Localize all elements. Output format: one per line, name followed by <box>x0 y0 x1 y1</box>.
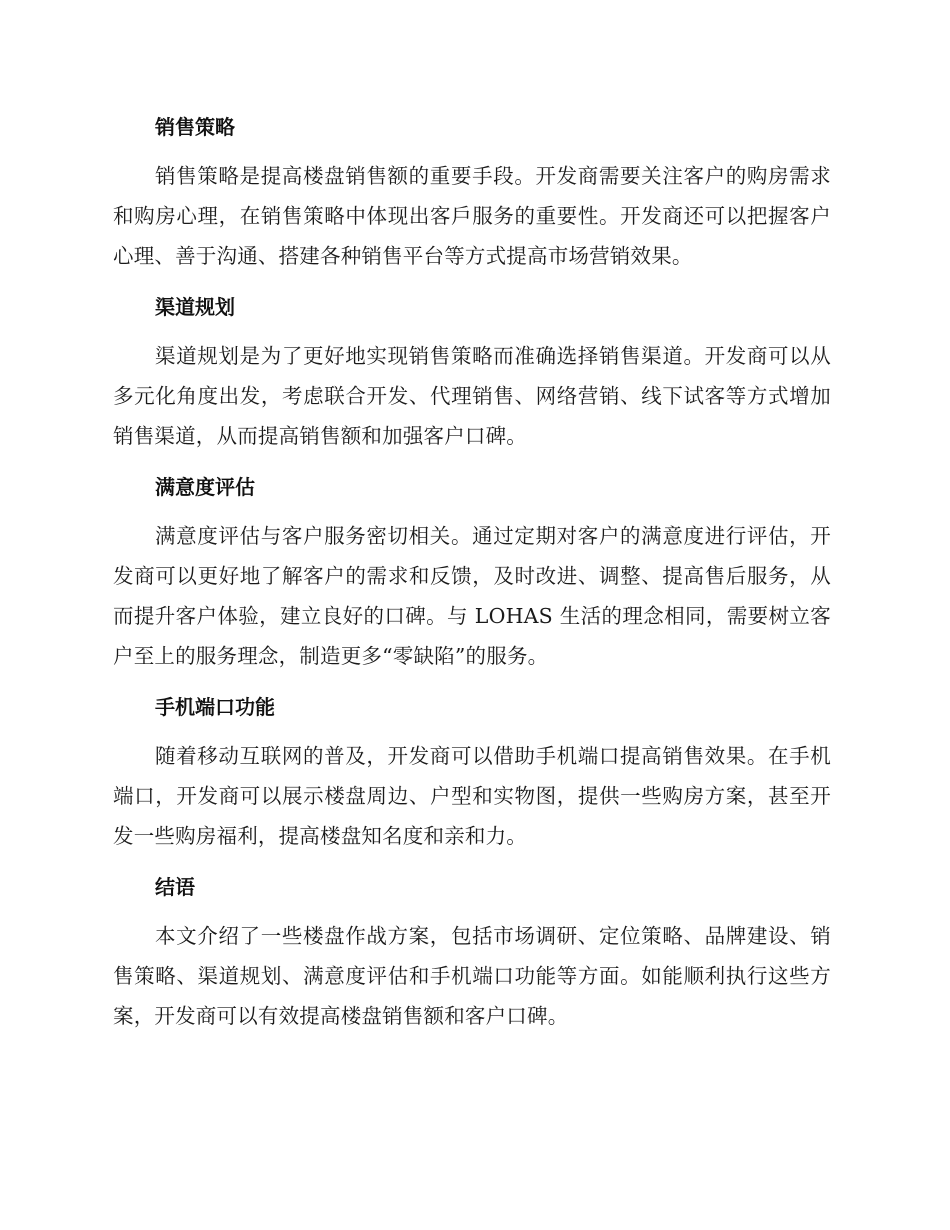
document-page <box>113 108 831 1048</box>
section-paragraph: 满意度评估与客户服务密切相关。通过定期对客户的满意度进行评估，开发商可以更好地了解客户的需求和反馈，及时改进、调整、提高售后服务，从而提升客户体验，建立良好的口碑。与 LOHAS 生活的理念相同，需要树立客户至上的服务理念，制造更多“零缺陷”的服务。 <box>113 524 831 668</box>
section-heading: 渠道规划 <box>155 295 235 319</box>
section-heading: 手机端口功能 <box>155 695 275 719</box>
section-heading: 销售策略 <box>155 115 235 139</box>
section-sales-strategy <box>113 108 831 276</box>
section-satisfaction-evaluation <box>113 468 831 676</box>
section-heading: 满意度评估 <box>155 475 255 499</box>
section-heading: 结语 <box>155 875 195 899</box>
section-channel-planning <box>113 288 831 456</box>
section-paragraph: 本文介绍了一些楼盘作战方案，包括市场调研、定位策略、品牌建设、销售策略、渠道规划、满意度评估和手机端口功能等方面。如能顺利执行这些方案，开发商可以有效提高楼盘销售额和客户口碑。 <box>113 924 831 1028</box>
section-paragraph: 渠道规划是为了更好地实现销售策略而准确选择销售渠道。开发商可以从多元化角度出发，考虑联合开发、代理销售、网络营销、线下试客等方式增加销售渠道，从而提高销售额和加强客户口碑。 <box>113 344 831 448</box>
section-mobile-port <box>113 688 831 856</box>
section-paragraph: 随着移动互联网的普及，开发商可以借助手机端口提高销售效果。在手机端口，开发商可以展示楼盘周边、户型和实物图，提供一些购房方案，甚至开发一些购房福利，提高楼盘知名度和亲和力。 <box>113 744 831 848</box>
section-conclusion <box>113 868 831 1036</box>
section-paragraph: 销售策略是提高楼盘销售额的重要手段。开发商需要关注客户的购房需求和购房心理，在销售策略中体现出客戶服务的重要性。开发商还可以把握客户心理、善于沟通、搭建各种销售平台等方式提高市场营销效果。 <box>113 164 831 268</box>
